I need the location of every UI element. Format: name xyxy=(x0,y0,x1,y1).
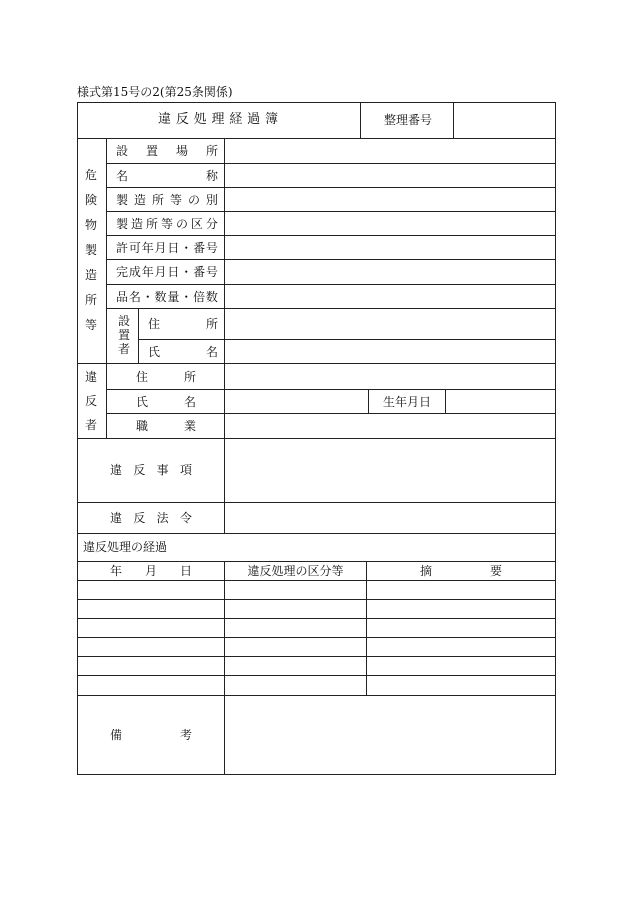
label-violation-law: 違 反 法 令 xyxy=(110,511,192,525)
col-date-header: 年 月 日 xyxy=(110,564,192,578)
field-installer-address[interactable] xyxy=(226,310,554,338)
field-violator-address[interactable] xyxy=(226,365,554,388)
field-violation-law[interactable] xyxy=(226,504,554,532)
label-installer-address: 住 所 xyxy=(148,317,218,331)
field-violation-items[interactable] xyxy=(226,440,554,501)
field-hinmei[interactable] xyxy=(226,286,554,307)
label-installer-name: 氏 名 xyxy=(148,345,218,359)
form-caption: 様式第15号の2(第25条関係) xyxy=(77,85,233,99)
label-kansei-date-number: 完 成 年 月 日 ・ 番 号 xyxy=(116,265,218,279)
label-seizousho-betsu: 製 造 所 等 の 別 xyxy=(116,193,218,207)
seiri-number-label: 整理番号 xyxy=(384,113,433,127)
seiri-number-field[interactable] xyxy=(455,104,554,137)
table-row[interactable] xyxy=(78,600,555,618)
label-birth-date: 生年月日 xyxy=(383,395,432,409)
field-setchi-basho[interactable] xyxy=(226,140,554,162)
violator-group-label: 違 反 者 xyxy=(84,370,97,432)
label-kyoka-date-number: 許 可 年 月 日 ・ 番 号 xyxy=(116,241,218,255)
table-row[interactable] xyxy=(78,619,555,637)
table-row[interactable] xyxy=(78,676,555,695)
facility-group-label: 危 険 物 製 造 所 等 xyxy=(84,168,97,332)
label-remarks: 備 考 xyxy=(110,728,192,742)
field-violator-name[interactable] xyxy=(226,391,367,412)
form-title: 違 反 処 理 経 過 簿 xyxy=(158,112,278,127)
col-summary-header: 摘 要 xyxy=(420,564,502,578)
installer-label: 設 置 者 xyxy=(117,314,130,356)
label-meisho: 名 称 xyxy=(116,169,218,183)
field-birth-date[interactable] xyxy=(447,391,554,412)
frame-top xyxy=(77,102,556,103)
field-seizousho-kubun[interactable] xyxy=(226,213,554,234)
field-meisho[interactable] xyxy=(226,165,554,186)
label-occupation: 職 業 xyxy=(136,419,196,433)
label-violator-address: 住 所 xyxy=(136,370,196,384)
field-seizousho-betsu[interactable] xyxy=(226,189,554,210)
label-setchi-basho: 設 置 場 所 xyxy=(116,144,218,158)
field-installer-name[interactable] xyxy=(226,341,554,362)
label-hinmei-suryo-baisu: 品 名 ・ 数 量 ・ 倍 数 xyxy=(116,290,218,304)
progress-heading: 違反処理の経過 xyxy=(83,540,168,554)
frame-bottom xyxy=(77,774,556,775)
label-violator-name: 氏 名 xyxy=(136,395,196,409)
field-kyoka[interactable] xyxy=(226,237,554,258)
field-remarks[interactable] xyxy=(226,697,554,773)
table-row[interactable] xyxy=(78,638,555,656)
field-occupation[interactable] xyxy=(226,415,554,437)
label-seizousho-kubun: 製 造 所 等 の 区 分 xyxy=(116,217,218,231)
table-row[interactable] xyxy=(78,657,555,675)
field-kansei[interactable] xyxy=(226,261,554,283)
col-category-header: 違反処理の区分等 xyxy=(247,564,344,578)
label-violation-items: 違 反 事 項 xyxy=(110,463,192,477)
table-row[interactable] xyxy=(78,581,555,599)
